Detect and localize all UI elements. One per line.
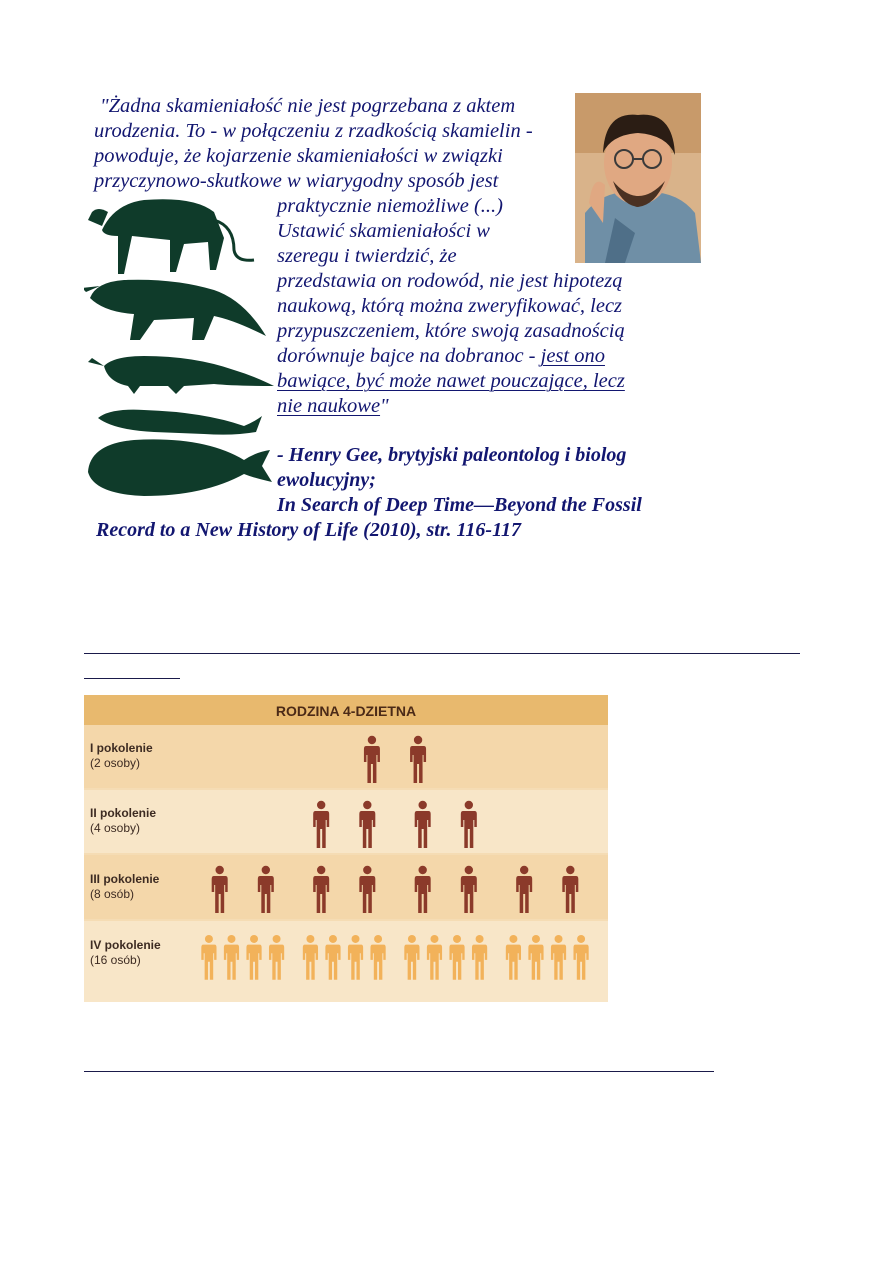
family-generations-chart (84, 695, 608, 1002)
generation-label-1 (90, 741, 153, 771)
person-icon (348, 935, 363, 980)
generation-count: (8 osób) (90, 887, 135, 901)
person-icon (325, 935, 340, 980)
attribution-book: In Search of Deep Time—Beyond the Fossil (277, 494, 642, 516)
person-icon (427, 935, 442, 980)
quote-line-12 (277, 371, 625, 392)
chart-title: RODZINA 4-DZIETNA (84, 695, 608, 725)
quote-line-9: naukową, którą można zweryfikować, lecz (277, 295, 623, 317)
quote-closing-mark: " (380, 395, 389, 417)
separator-line-long (84, 653, 800, 654)
person-icon (472, 935, 487, 980)
person-icon (258, 866, 274, 913)
quote-line-5: praktycznie niemożliwe (...) (277, 195, 504, 217)
person-icon (415, 801, 431, 848)
generation-name: I pokolenie (90, 741, 153, 755)
skeleton-pakicetus-icon (88, 199, 254, 274)
generation-name: III pokolenie (90, 872, 160, 886)
person-icon (364, 736, 380, 783)
generation-name: II pokolenie (90, 806, 157, 820)
person-icon (551, 935, 566, 980)
quote-line-8: przedstawia on rodowód, nie jest hipotezą (277, 270, 623, 292)
person-icon (415, 866, 431, 913)
quote-line-3: powoduje, że kojarzenie skamieniałości w związki (94, 145, 503, 167)
person-icon (212, 866, 228, 913)
person-icon (370, 935, 385, 980)
whale-evolution-skeletons (84, 190, 279, 508)
quote-line-6: Ustawić skamieniałości w (277, 220, 490, 242)
person-icon (449, 935, 464, 980)
person-icon (269, 935, 284, 980)
quote-line-1: "Żadna skamieniałość nie jest pogrzebana z aktem (100, 95, 516, 117)
attribution-source: Record to a New History of Life (2010), str. 116-117 (96, 519, 521, 541)
skeleton-ambulocetus-icon (84, 280, 266, 340)
person-icon (573, 935, 588, 980)
separator-line-short (84, 678, 180, 679)
person-icon (404, 935, 419, 980)
generation-name: IV pokolenie (90, 938, 161, 952)
person-icon (528, 935, 543, 980)
generation-label-2 (90, 806, 156, 836)
person-icon (506, 935, 521, 980)
quote-underlined-1: jest ono (540, 345, 605, 367)
generation-count: (4 osoby) (90, 821, 141, 835)
person-icon (359, 866, 375, 913)
person-icon (303, 935, 318, 980)
skeleton-dorudon-icon (98, 410, 262, 435)
person-icon (410, 736, 426, 783)
skeleton-rodhocetus-icon (88, 356, 274, 394)
quote-line-13 (277, 396, 389, 417)
attribution-author: - Henry Gee, brytyjski paleontolog i biolog (277, 444, 627, 466)
people-figures (84, 695, 608, 1002)
quote-line-4: przyczynowo-skutkowe w wiarygodny sposób jest (94, 170, 499, 192)
person-icon (461, 866, 477, 913)
person-icon (359, 801, 375, 848)
quote-underlined-3: nie naukowe (277, 395, 381, 417)
quote-line-2: urodzenia. To - w połączeniu z rzadkością skamielin - (94, 120, 533, 142)
quote-line-11 (277, 346, 605, 367)
attribution-role: ewolucyjny; (277, 469, 376, 491)
quote-line-10: przypuszczeniem, które swoją zasadnością (277, 320, 625, 342)
person-icon (246, 935, 261, 980)
generation-count: (16 osób) (90, 953, 141, 967)
person-icon (313, 801, 329, 848)
quote-line-7: szeregu i twierdzić, że (277, 245, 457, 267)
person-icon (516, 866, 532, 913)
person-icon (201, 935, 216, 980)
generation-count: (2 osoby) (90, 756, 141, 770)
person-icon (224, 935, 239, 980)
skeleton-balaena-icon (88, 439, 272, 496)
generation-label-3 (90, 872, 159, 902)
separator-line-bottom (84, 1071, 714, 1072)
person-icon (313, 866, 329, 913)
author-portrait (575, 93, 701, 263)
generation-label-4 (90, 938, 161, 968)
quote-underlined-2: bawiące, być może nawet pouczające, lecz (277, 370, 625, 392)
quote-figure (84, 90, 684, 550)
quote-line-11-text: dorównuje bajce na dobranoc - (277, 345, 541, 367)
person-icon (461, 801, 477, 848)
person-icon (562, 866, 578, 913)
